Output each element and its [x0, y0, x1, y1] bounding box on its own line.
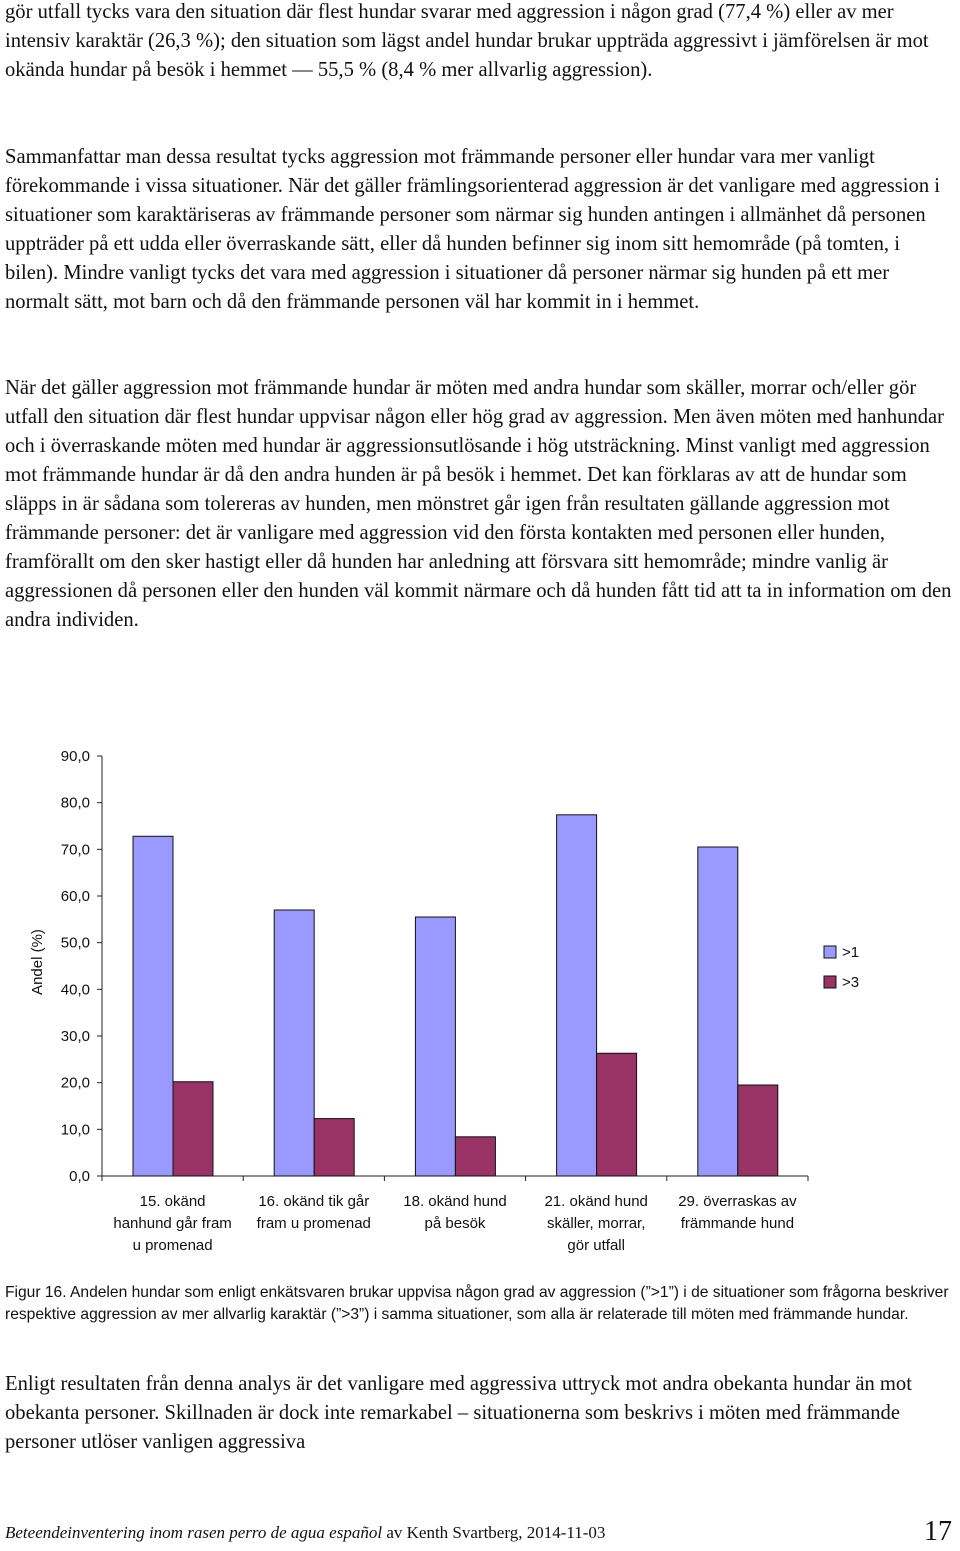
y-axis-label: Andel (%)	[29, 929, 46, 995]
bar-chart	[0, 740, 960, 1270]
x-tick-label: fram u promenad	[256, 1215, 371, 1232]
legend-swatch	[824, 946, 836, 958]
y-tick-label: 80,0	[60, 794, 90, 812]
chart-bars	[133, 815, 778, 1176]
x-tick-label: skäller, morrar,	[547, 1215, 646, 1232]
bar-gt3	[314, 1119, 354, 1176]
body-paragraph-3: När det gäller aggression mot främmande hundar är möten med andra hundar som skäller, morrar och/eller gör utfall den situation där flest hundar uppvisar någon eller hög grad av aggression. Men även möten med hanhundar och i överraskande möten med hundar är aggressionsutlösande i hög utsträckning. Minst vanligt med aggression mot främmande hundar är då den andra hunden är på besök i hemmet. Det kan förklaras av att de hundar som släpps in är sådana som tolereras av hunden, men mönstret går igen från resultaten gällande aggression mot främmande personer: det är vanligare med aggression vid den första kontakten med personen eller hunden, framförallt om den sker hastigt eller då hunden har anledning att försvara sitt hemområde; mindre vanlig är aggressionen då personen eller den hunden väl kommit närmare och då hunden fått tid att ta in information om den andra individen.	[5, 377, 952, 631]
x-tick-label: u promenad	[132, 1237, 213, 1254]
y-tick-label: 10,0	[60, 1121, 90, 1139]
y-tick-label: 60,0	[60, 888, 90, 905]
footer-author-date: av Kenth Svartberg, 2014-11-03	[382, 1523, 606, 1542]
bar-gt3	[597, 1053, 637, 1176]
x-tick-label: 15. okänd	[139, 1193, 206, 1210]
legend-swatch	[824, 976, 836, 988]
footer-title: Beteendeinventering inom rasen perro de agua español	[5, 1523, 383, 1542]
y-tick-label: 40,0	[60, 981, 90, 999]
x-tick-label: 21. okänd hund	[544, 1193, 648, 1210]
body-paragraph-2: Sammanfattar man dessa resultat tycks aggression mot främmande personer eller hundar vara mer vanligt förekommande i vissa situationer. När det gäller främlingsorienterad aggression är det vanligare med aggression i situationer som karaktäriseras av främmande personer som närmar sig hunden antingen i allmänhet då personen uppträder på ett udda eller överraskande sätt, eller då hunden befinner sig inom sitt hemområde (på tomten, i bilen). Mindre vanligt tycks det vara med aggression i situationer då personer närmar sig hunden på ett mer normalt sätt, mot barn och då den främmande personen väl har kommit in i hemmet.	[5, 146, 940, 313]
x-tick-label: gör utfall	[567, 1237, 625, 1254]
legend-label: >3	[842, 974, 860, 991]
bar-gt1	[698, 847, 738, 1176]
bar-gt1	[557, 815, 597, 1176]
y-tick-label: 0,0	[69, 1168, 90, 1185]
chart-legend	[824, 944, 859, 991]
x-tick-label: 16. okänd tik går	[258, 1193, 370, 1210]
y-tick-label: 50,0	[60, 934, 90, 952]
x-tick-label: hanhund går fram	[113, 1215, 232, 1232]
body-paragraph-4: Enligt resultaten från denna analys är det vanligare med aggressiva uttryck mot andra obekanta hundar än mot obekanta personer. Skillnaden är dock inte remarkabel – situationerna som beskrivs i möten med främmande personer utlöser vanligen aggressiva	[5, 1373, 912, 1453]
y-tick-label: 20,0	[60, 1074, 90, 1092]
bar-gt1	[415, 917, 455, 1176]
bar-gt1	[274, 910, 314, 1176]
footer	[5, 1523, 605, 1543]
page-number: 17	[924, 1516, 952, 1547]
y-tick-label: 90,0	[60, 748, 90, 765]
y-tick-label: 30,0	[60, 1028, 90, 1045]
bar-gt3	[738, 1085, 778, 1176]
bar-gt1	[133, 836, 173, 1176]
bar-gt3	[173, 1082, 213, 1176]
bar-gt3	[455, 1137, 495, 1176]
y-tick-label: 70,0	[60, 841, 90, 859]
x-tick-label: 18. okänd hund	[403, 1193, 507, 1210]
legend-label: >1	[842, 944, 860, 961]
x-tick-label: på besök	[424, 1215, 486, 1232]
figure-caption: Figur 16. Andelen hundar som enligt enkätsvaren brukar uppvisa någon grad av aggression (”>1”) i de situationer som frågorna beskriver respektive aggression av mer allvarlig karaktär (”>3”) i samma situationer, som alla är relaterade till möten med främmande hundar.	[5, 1284, 949, 1323]
body-paragraph-1: gör utfall tycks vara den situation där flest hundar svarar med aggression i någon grad (77,4 %) eller av mer intensiv karaktär (26,3 %); den situation som lägst andel hundar brukar uppträda aggressivt i jämförelsen är mot okända hundar på besök i hemmet — 55,5 % (8,4 % mer allvarlig aggression).	[5, 1, 929, 81]
x-tick-label: främmande hund	[680, 1215, 795, 1232]
x-tick-label: 29. överraskas av	[678, 1193, 797, 1210]
